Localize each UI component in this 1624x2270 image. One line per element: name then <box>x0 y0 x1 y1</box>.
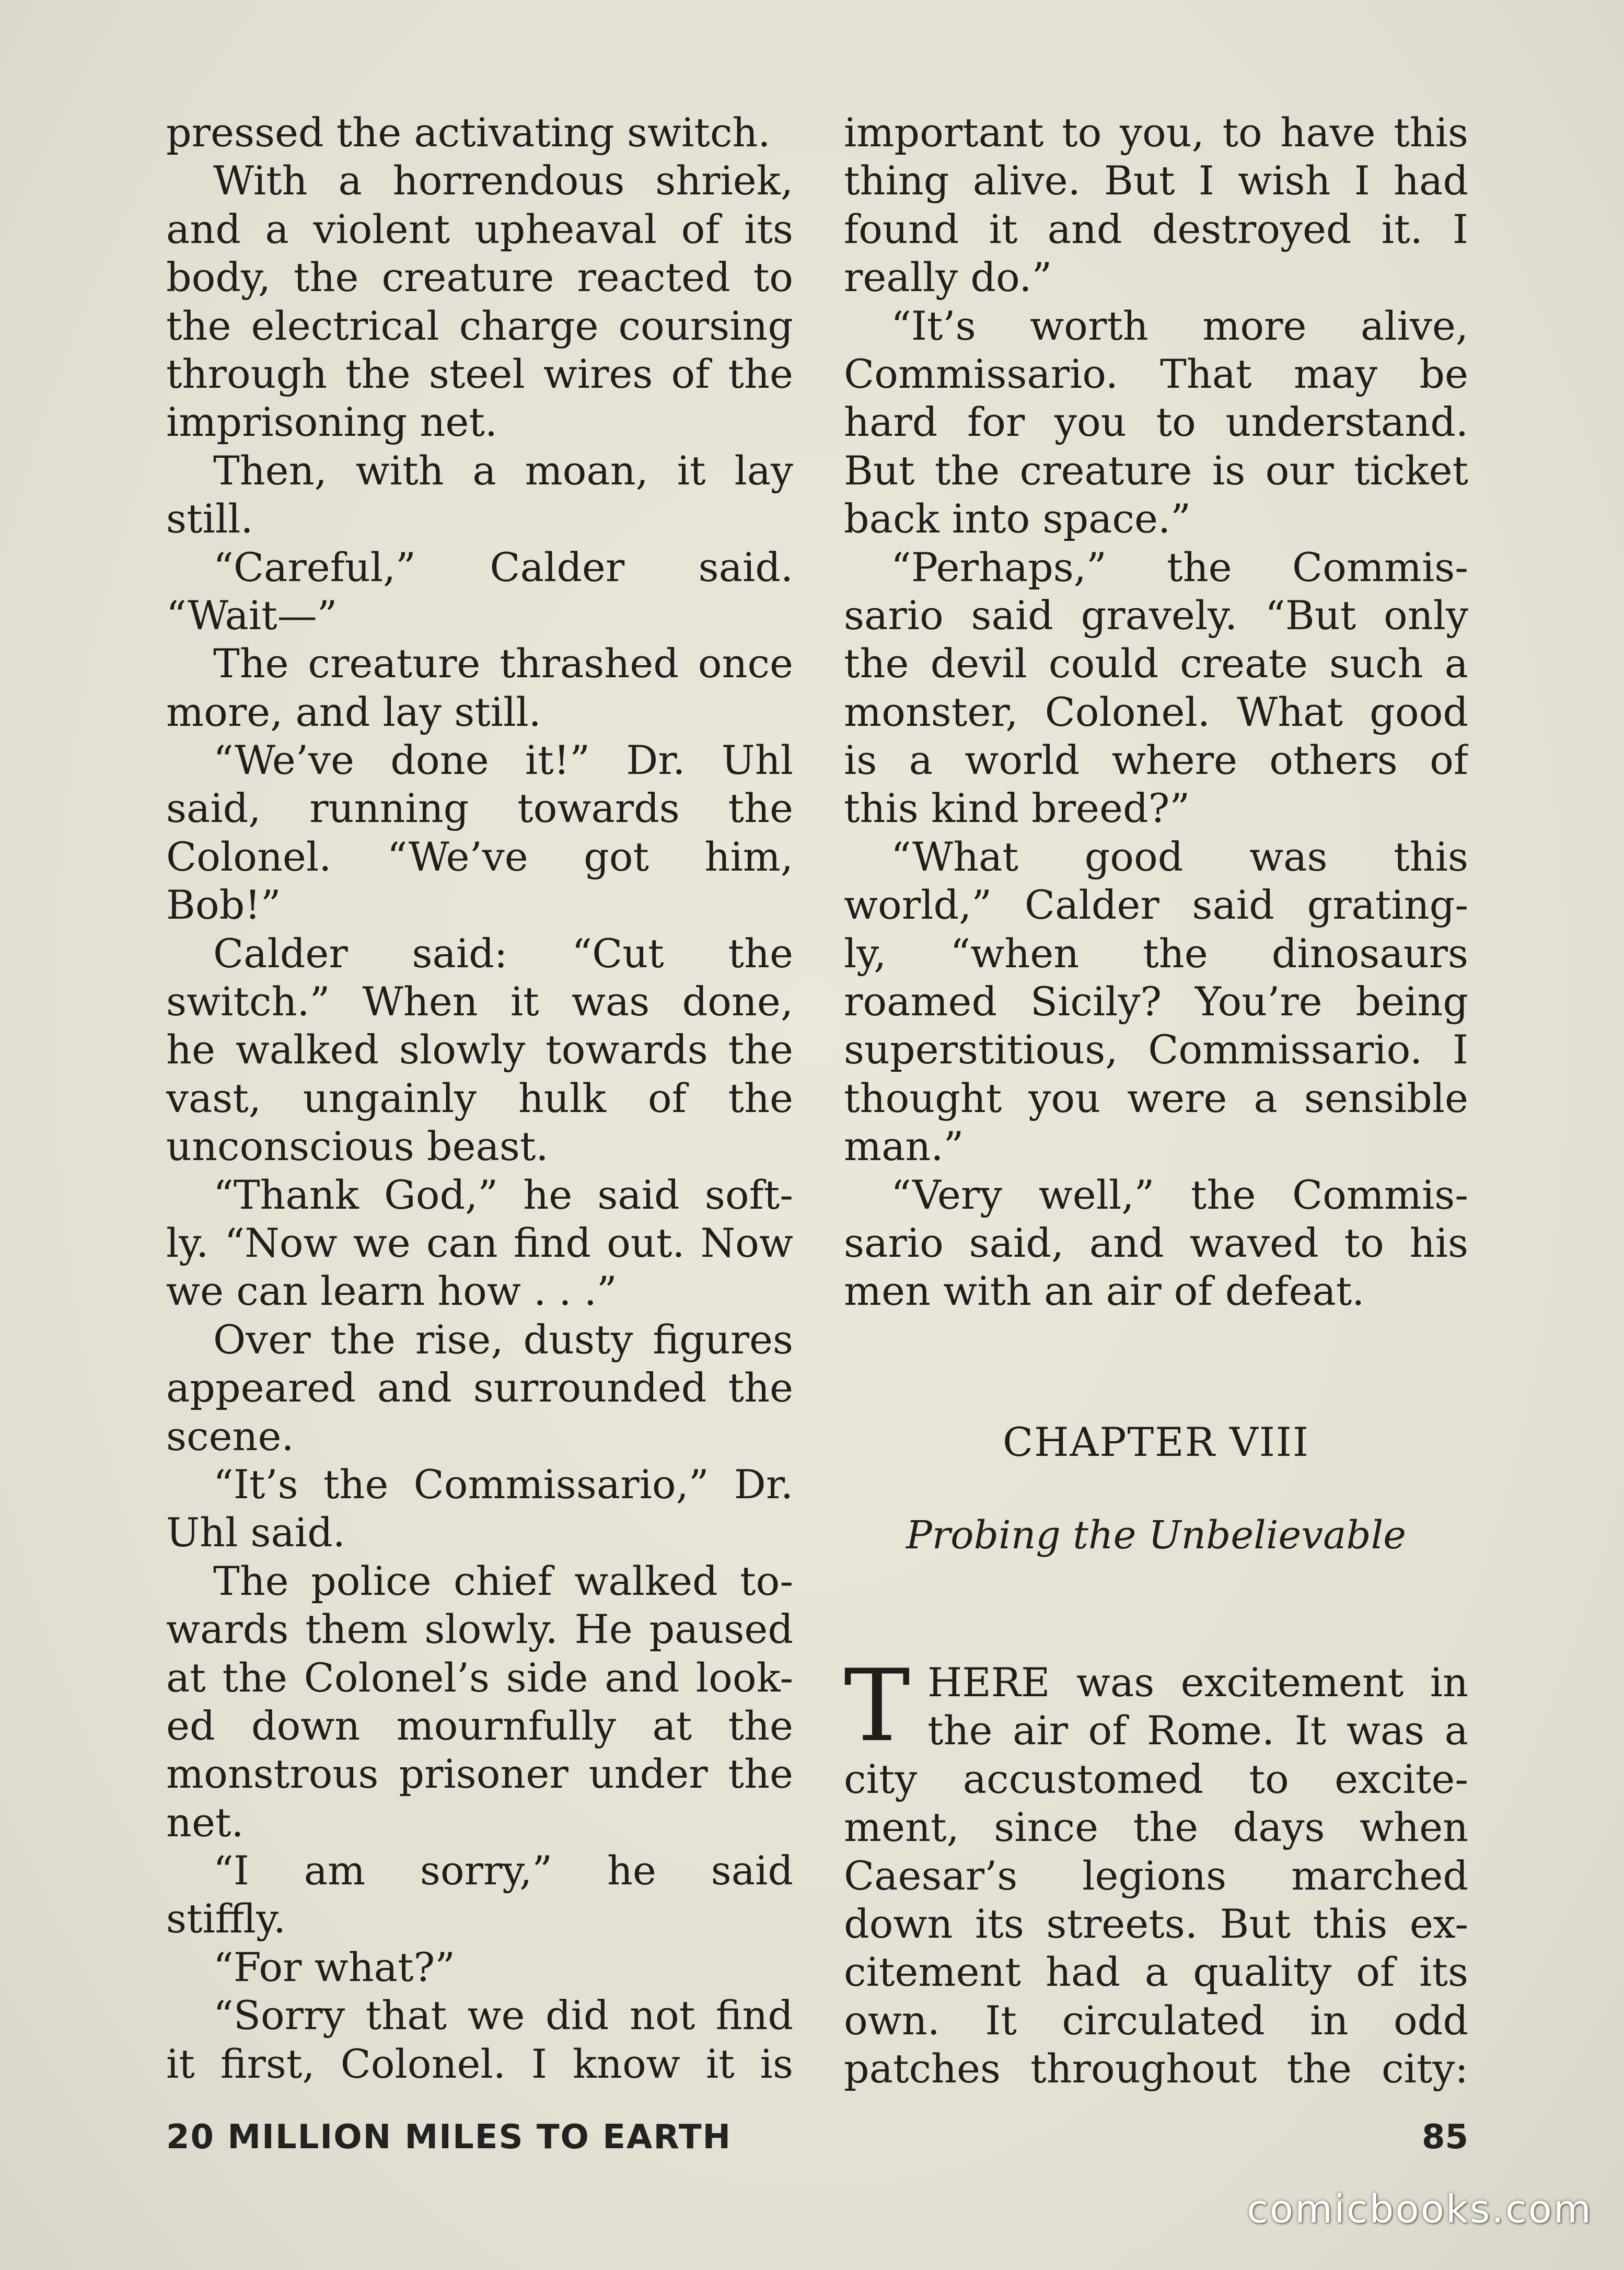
text-line: ed down mournfully at the <box>166 1702 793 1749</box>
text-line: world,” Calder said grating- <box>844 882 1468 929</box>
text-line: Over the rise, dusty figures <box>213 1316 793 1363</box>
text-line: men with an air of defeat. <box>844 1268 1365 1315</box>
text-line: the devil could create such a <box>844 640 1468 687</box>
text-line: ly. “Now we can find out. Now <box>166 1219 793 1266</box>
text-line: important to you, to have this <box>844 109 1468 156</box>
drop-cap: T <box>844 1648 910 1764</box>
text-line: roamed Sicily? You’re being <box>844 978 1468 1025</box>
text-line: “It’s the Commissario,” Dr. <box>213 1461 793 1508</box>
text-line: But the creature is our ticket <box>844 447 1468 494</box>
left-column <box>166 109 793 2088</box>
text-line: the air of Rome. It was a <box>927 1707 1468 1754</box>
text-line: “Sorry that we did not find <box>213 1992 793 2039</box>
text-line: said, running towards the <box>166 785 793 832</box>
text-line: sario said, and waved to his <box>844 1219 1468 1266</box>
text-line: stiffly. <box>166 1895 286 1942</box>
text-line: hard for you to understand. <box>844 399 1468 446</box>
text-line: “We’ve done it!” Dr. Uhl <box>213 737 793 784</box>
text-line: the electrical charge coursing <box>166 302 793 349</box>
right-column <box>844 109 1468 1316</box>
chapter-heading: CHAPTER VIII <box>1003 1419 1309 1465</box>
text-line: is a world where others of <box>844 737 1468 784</box>
chapter-subtitle: Probing the Unbelievable <box>906 1513 1407 1558</box>
text-line: “Careful,” Calder said. <box>213 543 793 590</box>
text-line: and a violent upheaval of its <box>166 205 793 252</box>
text-line: really do.” <box>844 254 1052 301</box>
text-line: patches throughout the city: <box>844 2045 1468 2092</box>
text-line: body, the creature reacted to <box>166 254 793 301</box>
text-line: thing alive. But I wish I had <box>844 157 1468 204</box>
text-line: The police chief walked to- <box>213 1557 793 1604</box>
text-line: down its streets. But this ex- <box>844 1900 1468 1947</box>
text-line: HERE was excitement in <box>927 1659 1468 1706</box>
text-line: this kind breed?” <box>844 785 1190 832</box>
text-line: own. It circulated in odd <box>844 1997 1468 2044</box>
text-line: net. <box>166 1799 244 1846</box>
chapter-body <box>844 1648 1468 2093</box>
text-line: back into space.” <box>844 495 1191 542</box>
text-line: Commissario. That may be <box>844 350 1468 397</box>
watermark: comicbooks.com <box>1247 2187 1593 2232</box>
text-line: “What good was this <box>891 833 1468 880</box>
text-line: man.” <box>844 1123 964 1170</box>
text-line: “It’s worth more alive, <box>891 302 1468 349</box>
text-line: unconscious beast. <box>166 1123 549 1170</box>
text-line: superstitious, Commissario. I <box>844 1026 1468 1073</box>
text-line: “I am sorry,” he said <box>213 1847 793 1894</box>
text-line: Uhl said. <box>166 1509 345 1556</box>
text-line: it first, Colonel. I know it is <box>166 2040 793 2087</box>
text-line: With a horrendous shriek, <box>213 157 793 204</box>
text-line: switch.” When it was done, <box>166 978 793 1025</box>
text-line: we can learn how . . .” <box>166 1268 617 1315</box>
text-line: Bob!” <box>166 882 281 929</box>
text-line: scene. <box>166 1412 294 1460</box>
text-line: at the Colonel’s side and look- <box>166 1654 793 1701</box>
text-line: pressed the activating switch. <box>166 109 771 156</box>
text-line: monstrous prisoner under the <box>166 1751 793 1798</box>
text-line: citement had a quality of its <box>844 1949 1468 1996</box>
text-line: ly, “when the dinosaurs <box>844 930 1468 977</box>
text-line: Colonel. “We’ve got him, <box>166 833 793 880</box>
text-line: Caesar’s legions marched <box>844 1852 1468 1899</box>
text-line: ment, since the days when <box>844 1804 1468 1851</box>
text-line: appeared and surrounded the <box>166 1364 793 1411</box>
text-line: “Very well,” the Commis- <box>891 1171 1468 1218</box>
text-line: thought you were a sensible <box>844 1074 1468 1121</box>
text-line: through the steel wires of the <box>166 350 793 397</box>
text-line: city accustomed to excite- <box>844 1755 1468 1802</box>
text-line: he walked slowly towards the <box>166 1026 793 1073</box>
text-line: more, and lay still. <box>166 688 541 735</box>
text-line: sario said gravely. “But only <box>844 592 1468 639</box>
text-line: “Perhaps,” the Commis- <box>891 543 1468 590</box>
text-line: “For what?” <box>213 1943 456 1990</box>
text-line: monster, Colonel. What good <box>844 688 1468 735</box>
running-footer-title: 20 MILLION MILES TO EARTH <box>166 2118 732 2157</box>
text-line: still. <box>166 495 253 542</box>
text-line: vast, ungainly hulk of the <box>166 1074 793 1121</box>
text-line: Calder said: “Cut the <box>213 930 793 977</box>
text-line: “Wait—” <box>166 592 338 639</box>
text-line: The creature thrashed once <box>213 640 793 687</box>
text-line: imprisoning net. <box>166 399 498 446</box>
page-number: 85 <box>1421 2118 1468 2157</box>
text-line: Then, with a moan, it lay <box>213 447 793 494</box>
text-line: “Thank God,” he said soft- <box>213 1171 793 1218</box>
text-line: wards them slowly. He paused <box>166 1606 793 1653</box>
text-line: found it and destroyed it. I <box>844 205 1468 252</box>
